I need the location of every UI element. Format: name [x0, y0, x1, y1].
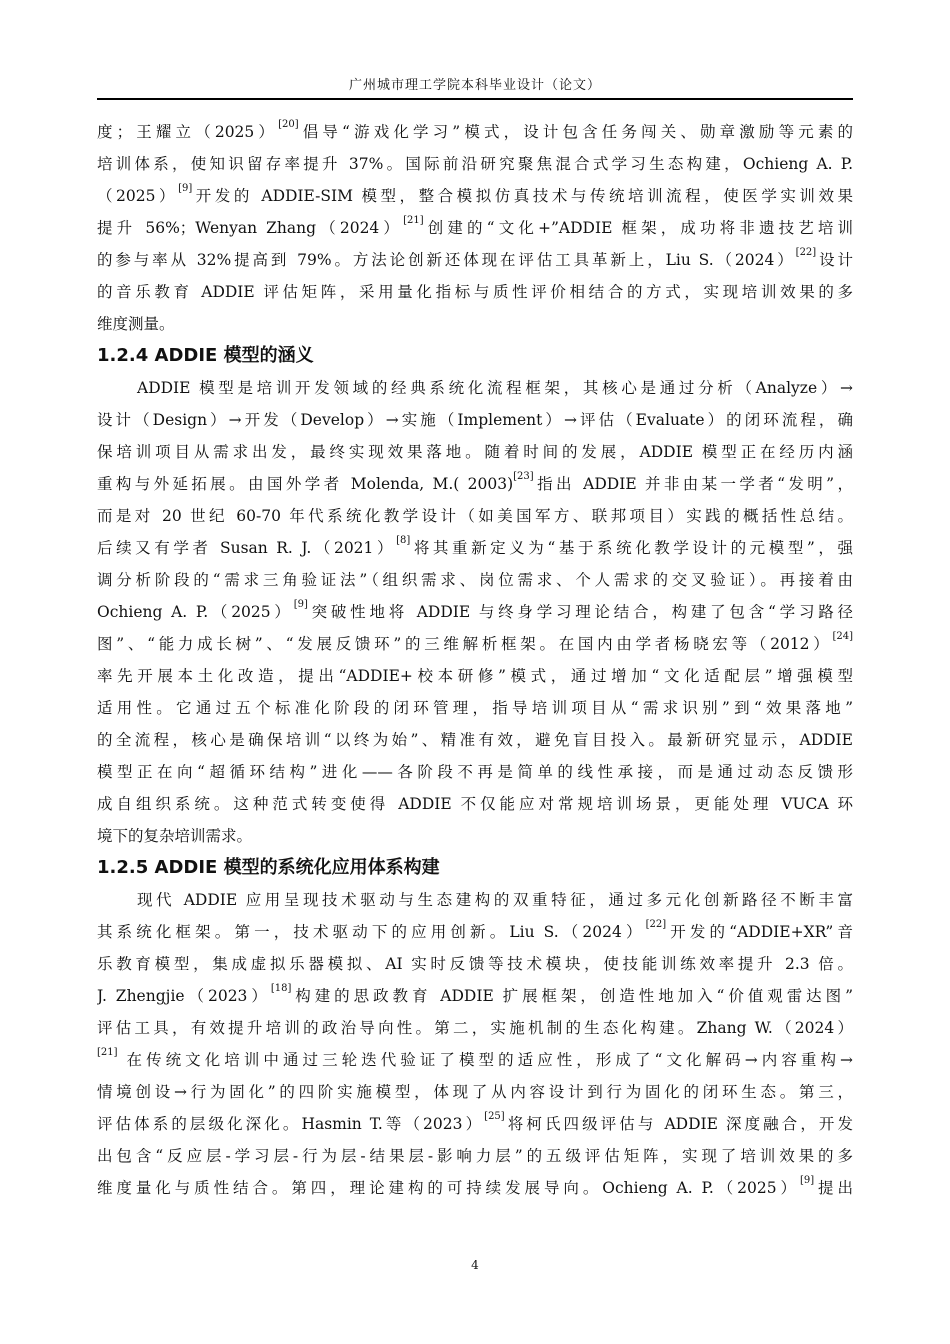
text-line: [97, 404, 853, 436]
text-run: 维度量化与质性结合。第四，理论建构的可持续发展导向。Ochieng A. P.（2025）: [97, 1179, 800, 1197]
header-rule: [97, 98, 853, 100]
text-line: [97, 116, 853, 148]
text-run: 的全流程，核心是确保培训“以终为始”、精准有效，避免盲目投入。最新研究显示，ADDIE: [97, 731, 853, 749]
citation-superscript: [9]: [799, 1175, 815, 1186]
text-run: 评估体系的层级化深化。Hasmin T.等（2023）: [97, 1115, 485, 1133]
text-line: [97, 1076, 853, 1108]
text-line: [97, 1044, 853, 1076]
text-run: 培训体系，使知识留存率提升 37%。国际前沿研究聚焦混合式学习生态构建，Ochieng A. P.: [97, 155, 853, 173]
text-line: [97, 916, 853, 948]
section-heading-1-2-5: 1.2.5 ADDIE 模型的系统化应用体系构建: [97, 857, 440, 878]
text-run: 境下的复杂培训需求。: [97, 827, 253, 845]
citation-superscript: [21]: [403, 215, 424, 226]
citation-superscript: [21]: [97, 1047, 118, 1058]
text-run: 设计（Design）→开发（Develop）→实施（Implement）→评估（Evaluate）的闭环流程，确: [97, 411, 853, 429]
paragraph-3: [97, 884, 853, 1204]
text-run: 设计: [816, 251, 853, 269]
text-line: [97, 1172, 853, 1204]
text-run: 度；王耀立（2025）: [97, 123, 279, 141]
text-line: [97, 788, 853, 820]
text-run: 开发的 ADDIE-SIM 模型，整合模拟仿真技术与传统培训流程，使医学实训效果: [192, 187, 853, 205]
text-line: [97, 148, 853, 180]
citation-superscript: [22]: [795, 247, 817, 258]
text-line: [97, 756, 853, 788]
citation-superscript: [23]: [513, 471, 534, 482]
text-line: [97, 884, 853, 916]
page-number: 4: [471, 1258, 479, 1272]
citation-superscript: [22]: [645, 919, 667, 930]
text-line: [97, 276, 853, 308]
paragraph-2: [97, 372, 853, 852]
text-run: 开发的“ADDIE+XR”音: [666, 923, 853, 941]
text-run: 的音乐教育 ADDIE 评估矩阵，采用量化指标与质性评价相结合的方式，实现培训效果的多: [97, 283, 853, 301]
text-line: [97, 1012, 853, 1044]
text-run: 突破性地将 ADDIE 与终身学习理论结合，构建了包含“学习路径: [307, 603, 853, 621]
citation-superscript: [18]: [270, 983, 292, 994]
text-run: 模型正在向“超循环结构”进化——各阶段不再是简单的线性承接，而是通过动态反馈形: [97, 763, 853, 781]
text-run: 提出: [814, 1179, 853, 1197]
text-line: [97, 244, 853, 276]
text-run: ADDIE 模型是培训开发领域的经典系统化流程框架，其核心是通过分析（Analyze）→: [137, 379, 853, 397]
text-line: [97, 212, 853, 244]
text-line: [97, 500, 853, 532]
text-line: [97, 820, 853, 852]
text-run: 而是对 20 世纪 60-70 年代系统化教学设计（如美国军方、联邦项目）实践的概括性总结。: [97, 507, 853, 525]
text-run: 现代 ADDIE 应用呈现技术驱动与生态建构的双重特征，通过多元化创新路径不断丰富: [137, 891, 853, 909]
text-line: [97, 628, 853, 660]
text-line: [97, 468, 853, 500]
text-line: [97, 436, 853, 468]
text-run: 出包含“反应层-学习层-行为层-结果层-影响力层”的五级评估矩阵，实现了培训效果的多: [97, 1147, 853, 1165]
text-run: 提升 56%；Wenyan Zhang（2024）: [97, 219, 404, 237]
text-line: [97, 660, 853, 692]
text-run: 适用性。它通过五个标准化阶段的闭环管理，指导培训项目从“需求识别”到“效果落地”: [97, 699, 853, 717]
citation-superscript: [9]: [178, 183, 193, 194]
text-line: [97, 948, 853, 980]
text-run: 重构与外延拓展。由国外学者 Molenda, M.( 2003): [97, 475, 514, 493]
page-header: 广州城市理工学院本科毕业设计（论文）: [348, 78, 601, 93]
text-run: （2025）: [97, 187, 179, 205]
text-run: 指出 ADDIE 并非由某一学者“发明”，: [533, 475, 853, 493]
text-run: 情境创设→行为固化”的四阶实施模型，体现了从内容设计到行为固化的闭环生态。第三，: [97, 1083, 853, 1101]
citation-superscript: [20]: [278, 119, 299, 130]
text-run: 构建的思政教育 ADDIE 扩展框架，创造性地加入“价值观雷达图”: [291, 987, 853, 1005]
text-run: 将柯氏四级评估与 ADDIE 深度融合，开发: [504, 1115, 853, 1133]
text-run: 调分析阶段的“需求三角验证法”（组织需求、岗位需求、个人需求的交叉验证）。再接着由: [97, 571, 853, 589]
text-line: [97, 596, 853, 628]
body-text: [97, 116, 853, 1204]
text-line: [97, 1140, 853, 1172]
text-line: [97, 1108, 853, 1140]
citation-superscript: [9]: [293, 599, 308, 610]
text-line: [97, 308, 853, 340]
citation-superscript: [25]: [484, 1111, 505, 1122]
text-run: 的参与率从 32%提高到 79%。方法论创新还体现在评估工具革新上，Liu S.（2024）: [97, 251, 796, 269]
text-run: 将其重新定义为“基于系统化教学设计的元模型”，强: [410, 539, 853, 557]
text-run: 创建的“文化+”ADDIE 框架，成功将非遗技艺培训: [423, 219, 853, 237]
text-run: 率先开展本土化改造，提出“ADDIE+校本研修”模式，通过增加“文化适配层”增强模型: [97, 667, 853, 685]
text-run: 倡导“游戏化学习”模式，设计包含任务闯关、勋章激励等元素的: [298, 123, 853, 141]
text-line: [97, 692, 853, 724]
citation-superscript: [8]: [396, 535, 411, 546]
citation-superscript: [24]: [832, 631, 853, 642]
text-run: 维度测量。: [97, 315, 175, 333]
text-line: [97, 372, 853, 404]
text-run: 保培训项目从需求出发，最终实现效果落地。随着时间的发展，ADDIE 模型正在经历内涵: [97, 443, 853, 461]
text-run: 其系统化框架。第一，技术驱动下的应用创新。Liu S.（2024）: [97, 923, 646, 941]
text-run: Ochieng A. P.（2025）: [97, 603, 294, 621]
text-run: 评估工具，有效提升培训的政治导向性。第二，实施机制的生态化构建。Zhang W.（2024）: [97, 1019, 853, 1037]
text-run: 乐教育模型，集成虚拟乐器模拟、AI 实时反馈等技术模块，使技能训练效率提升 2.3 倍。: [97, 955, 853, 973]
text-line: [97, 180, 853, 212]
text-run: 成自组织系统。这种范式转变使得 ADDIE 不仅能应对常规培训场景，更能处理 VUCA 环: [97, 795, 853, 813]
text-run: 图”、“能力成长树”、“发展反馈环”的三维解析框架。在国内由学者杨晓宏等（2012）: [97, 635, 833, 653]
text-run: 后续又有学者 Susan R. J.（2021）: [97, 539, 397, 557]
section-heading-1-2-4: 1.2.4 ADDIE 模型的涵义: [97, 345, 314, 366]
text-line: [97, 532, 853, 564]
paragraph-1: [97, 116, 853, 340]
text-line: [97, 980, 853, 1012]
text-line: [97, 724, 853, 756]
text-run: J. Zhengjie（2023）: [97, 987, 271, 1005]
text-run: 在传统文化培训中通过三轮迭代验证了模型的适应性，形成了“文化解码→内容重构→: [117, 1051, 853, 1069]
text-line: [97, 564, 853, 596]
